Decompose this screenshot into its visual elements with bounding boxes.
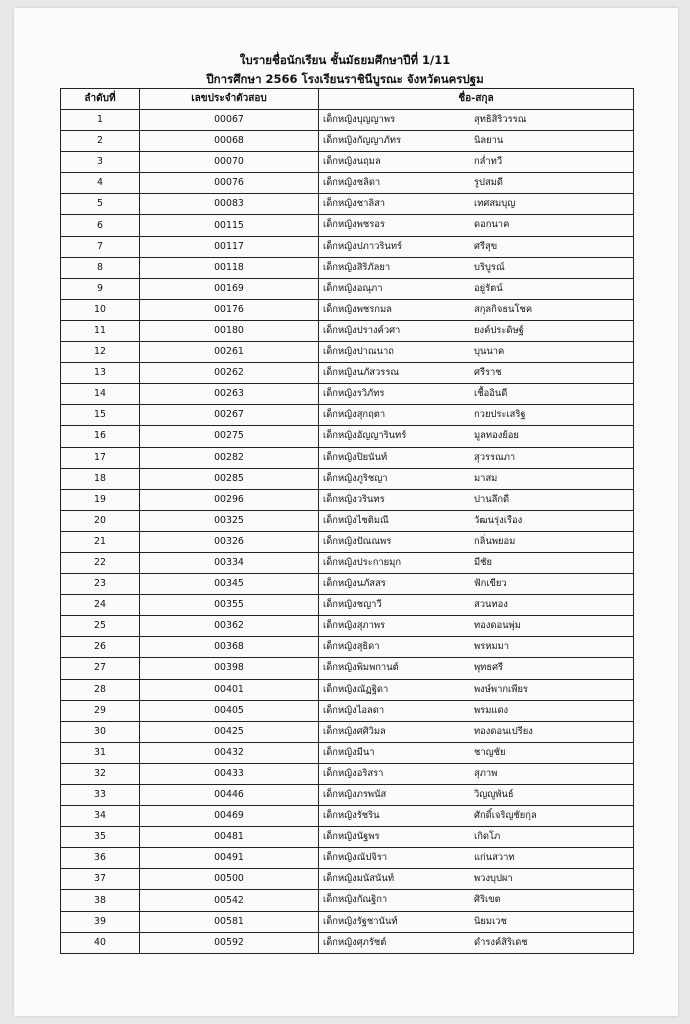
cell-order-number: 6 [61, 215, 140, 236]
last-name: ศิริเขต [474, 894, 501, 906]
cell-exam-id: 00285 [140, 468, 319, 489]
first-name: เด็กหญิงปัณณพร [323, 535, 392, 547]
last-name: ฟักเขียว [474, 578, 507, 590]
cell-exam-id: 00500 [140, 869, 319, 890]
first-name: เด็กหญิงณัฏฐิดา [323, 683, 389, 695]
cell-exam-id: 00070 [140, 152, 319, 173]
cell-full-name [319, 194, 634, 215]
cell-exam-id: 00261 [140, 342, 319, 363]
table-row [61, 405, 634, 426]
cell-exam-id: 00262 [140, 363, 319, 384]
cell-full-name [319, 278, 634, 299]
cell-order-number: 13 [61, 363, 140, 384]
cell-full-name [319, 152, 634, 173]
cell-order-number: 23 [61, 574, 140, 595]
first-name: เด็กหญิงปาณนาถ [323, 346, 394, 358]
cell-full-name [319, 806, 634, 827]
cell-full-name [319, 848, 634, 869]
table-row [61, 299, 634, 320]
cell-exam-id: 00542 [140, 890, 319, 911]
cell-full-name [319, 468, 634, 489]
last-name: เทศสมบุญ [474, 198, 516, 210]
cell-full-name [319, 869, 634, 890]
cell-order-number: 37 [61, 869, 140, 890]
last-name: ยงค์ประดิษฐ์ [474, 324, 524, 336]
first-name: เด็กหญิงพชรอร [323, 219, 385, 231]
cell-exam-id: 00180 [140, 320, 319, 341]
last-name: สุวรรณภา [474, 451, 516, 463]
first-name: เด็กหญิงบุญญาพร [323, 114, 396, 125]
cell-exam-id: 00469 [140, 806, 319, 827]
table-row [61, 447, 634, 468]
cell-order-number: 30 [61, 721, 140, 742]
cell-full-name [319, 658, 634, 679]
cell-full-name [319, 595, 634, 616]
last-name: มูลทองย้อย [474, 430, 519, 442]
first-name: เด็กหญิงวรินทร [323, 493, 385, 505]
cell-full-name [319, 405, 634, 426]
first-name: เด็กหญิงปรางค์วศา [323, 324, 401, 336]
first-name: เด็กหญิงกัณฐิกา [323, 894, 388, 906]
cell-order-number: 3 [61, 152, 140, 173]
last-name: สวนทอง [474, 599, 508, 611]
first-name: เด็กหญิงรัชริน [323, 810, 380, 822]
last-name: กล่ำทวี [474, 156, 503, 168]
cell-order-number: 17 [61, 447, 140, 468]
cell-order-number: 35 [61, 827, 140, 848]
cell-full-name [319, 679, 634, 700]
cell-full-name [319, 384, 634, 405]
last-name: สุทธิสิริวรรณ [474, 114, 527, 125]
last-name: ดอกนาค [474, 219, 510, 231]
last-name: มีชัย [474, 556, 493, 568]
last-name: อยู่รัตน์ [474, 282, 503, 294]
first-name: เด็กหญิงพชรกมล [323, 303, 392, 315]
last-name: ทองดอนเปรียง [474, 725, 533, 737]
last-name: แก่นสวาท [474, 852, 515, 864]
cell-full-name [319, 489, 634, 510]
table-row [61, 763, 634, 784]
cell-exam-id: 00491 [140, 848, 319, 869]
cell-order-number: 12 [61, 342, 140, 363]
first-name: เด็กหญิงกัญญาภัทร [323, 135, 402, 147]
cell-order-number: 20 [61, 510, 140, 531]
cell-order-number: 25 [61, 616, 140, 637]
table-row [61, 616, 634, 637]
table-row [61, 785, 634, 806]
cell-order-number: 7 [61, 236, 140, 257]
last-name: นิยมเวช [474, 915, 507, 927]
table-row [61, 215, 634, 236]
cell-full-name [319, 320, 634, 341]
cell-order-number: 36 [61, 848, 140, 869]
cell-order-number: 29 [61, 700, 140, 721]
first-name: เด็กหญิงนภัสสร [323, 578, 386, 590]
cell-exam-id: 00076 [140, 173, 319, 194]
table-row [61, 531, 634, 552]
last-name: ชาญชัย [474, 746, 506, 758]
cell-full-name [319, 574, 634, 595]
cell-full-name [319, 721, 634, 742]
first-name: เด็กหญิงสุธิดา [323, 641, 380, 653]
first-name: เด็กหญิงอัญญารินทร์ [323, 430, 407, 442]
first-name: เด็กหญิงนภัสวรรณ [323, 367, 400, 379]
cell-full-name [319, 299, 634, 320]
table-row [61, 489, 634, 510]
cell-order-number: 1 [61, 110, 140, 131]
cell-order-number: 4 [61, 173, 140, 194]
student-list-table [60, 88, 634, 954]
cell-exam-id: 00368 [140, 637, 319, 658]
first-name: เด็กหญิงณัปจิรา [323, 852, 388, 864]
cell-full-name [319, 236, 634, 257]
cell-order-number: 32 [61, 763, 140, 784]
cell-exam-id: 00067 [140, 110, 319, 131]
last-name: กวยประเสริฐ [474, 409, 526, 421]
cell-order-number: 14 [61, 384, 140, 405]
first-name: เด็กหญิงรวิภัทร [323, 388, 385, 400]
cell-exam-id: 00446 [140, 785, 319, 806]
cell-exam-id: 00176 [140, 299, 319, 320]
table-row [61, 236, 634, 257]
first-name: เด็กหญิงภูริชญา [323, 472, 388, 484]
cell-full-name [319, 827, 634, 848]
last-name: สุภาพ [474, 767, 498, 779]
first-name: เด็กหญิงชญาวี [323, 599, 382, 611]
header-order-number: ลำดับที่ [61, 89, 140, 110]
cell-order-number: 38 [61, 890, 140, 911]
cell-full-name [319, 173, 634, 194]
last-name: มาสม [474, 472, 498, 484]
table-row [61, 637, 634, 658]
cell-exam-id: 00592 [140, 932, 319, 953]
table-row [61, 806, 634, 827]
cell-exam-id: 00362 [140, 616, 319, 637]
first-name: เด็กหญิงรัฐชานันท์ [323, 915, 398, 927]
cell-order-number: 2 [61, 131, 140, 152]
first-name: เด็กหญิงไชติมณี [323, 514, 389, 526]
table-row [61, 700, 634, 721]
cell-order-number: 26 [61, 637, 140, 658]
table-row [61, 342, 634, 363]
cell-full-name [319, 890, 634, 911]
cell-exam-id: 00398 [140, 658, 319, 679]
cell-exam-id: 00263 [140, 384, 319, 405]
table-row [61, 658, 634, 679]
cell-order-number: 40 [61, 932, 140, 953]
cell-order-number: 16 [61, 426, 140, 447]
table-row [61, 827, 634, 848]
cell-exam-id: 00118 [140, 257, 319, 278]
cell-order-number: 19 [61, 489, 140, 510]
table-row [61, 152, 634, 173]
cell-exam-id: 00275 [140, 426, 319, 447]
cell-full-name [319, 616, 634, 637]
cell-full-name [319, 110, 634, 131]
table-row [61, 848, 634, 869]
table-row [61, 510, 634, 531]
header-full-name: ชื่อ-สกุล [319, 89, 634, 110]
cell-order-number: 22 [61, 552, 140, 573]
cell-exam-id: 00334 [140, 552, 319, 573]
last-name: พวงบุปผา [474, 873, 513, 885]
last-name: วิญญูพันธ์ [474, 789, 514, 800]
cell-full-name [319, 785, 634, 806]
first-name: เด็กหญิงอณุภา [323, 282, 383, 294]
cell-order-number: 15 [61, 405, 140, 426]
first-name: เด็กหญิงชลิดา [323, 177, 381, 189]
cell-full-name [319, 426, 634, 447]
table-row [61, 131, 634, 152]
first-name: เด็กหญิงภรพนัส [323, 789, 387, 800]
table-row [61, 911, 634, 932]
cell-order-number: 9 [61, 278, 140, 299]
first-name: เด็กหญิงประกายมุก [323, 556, 402, 568]
table-row [61, 278, 634, 299]
cell-exam-id: 00117 [140, 236, 319, 257]
cell-full-name [319, 552, 634, 573]
cell-exam-id: 00425 [140, 721, 319, 742]
last-name: กลิ่นพยอม [474, 535, 516, 547]
cell-exam-id: 00267 [140, 405, 319, 426]
cell-order-number: 33 [61, 785, 140, 806]
cell-order-number: 8 [61, 257, 140, 278]
last-name: รูปสมดี [474, 177, 503, 189]
cell-full-name [319, 447, 634, 468]
cell-exam-id: 00296 [140, 489, 319, 510]
first-name: เด็กหญิงสุภาพร [323, 620, 386, 632]
last-name: บุนนาค [474, 346, 505, 358]
table-row [61, 890, 634, 911]
cell-exam-id: 00115 [140, 215, 319, 236]
table-row [61, 110, 634, 131]
last-name: ทองดอนพุ่ม [474, 620, 521, 632]
table-row [61, 574, 634, 595]
cell-full-name [319, 342, 634, 363]
cell-order-number: 21 [61, 531, 140, 552]
table-row [61, 173, 634, 194]
cell-exam-id: 00068 [140, 131, 319, 152]
table-row [61, 595, 634, 616]
first-name: เด็กหญิงอริสรา [323, 767, 384, 779]
last-name: พุทธศรี [474, 662, 504, 674]
table-row [61, 869, 634, 890]
cell-exam-id: 00481 [140, 827, 319, 848]
cell-full-name [319, 742, 634, 763]
last-name: วัฒนรุ่งเรือง [474, 514, 523, 526]
cell-order-number: 10 [61, 299, 140, 320]
first-name: เด็กหญิงปภาวรินทร์ [323, 240, 403, 252]
cell-exam-id: 00401 [140, 679, 319, 700]
first-name: เด็กหญิงชาลิสา [323, 198, 386, 210]
table-row [61, 384, 634, 405]
last-name: ดำรงค์สิริเดช [474, 936, 528, 948]
last-name: พรมแดง [474, 704, 509, 716]
document-title: ใบรายชื่อนักเรียน ชั้นมัธยมศึกษาปีที่ 1/11 [239, 53, 451, 67]
cell-order-number: 5 [61, 194, 140, 215]
document-subtitle: ปีการศึกษา 2566 โรงเรียนราชินีบูรณะ จังหวัดนครปฐม [206, 72, 484, 86]
last-name: พรหมมา [474, 641, 510, 653]
cell-exam-id: 00282 [140, 447, 319, 468]
table-row [61, 742, 634, 763]
last-name: ปานลึกดี [474, 493, 510, 505]
cell-exam-id: 00581 [140, 911, 319, 932]
cell-order-number: 34 [61, 806, 140, 827]
first-name: เด็กหญิงสุกฤตา [323, 409, 386, 421]
cell-order-number: 27 [61, 658, 140, 679]
last-name: ศรีสุข [474, 240, 498, 252]
cell-order-number: 39 [61, 911, 140, 932]
header-exam-id: เลขประจำตัวสอบ [140, 89, 319, 110]
table-row [61, 257, 634, 278]
last-name: เกิดโภ [474, 831, 501, 843]
cell-full-name [319, 215, 634, 236]
last-name: นิลยาน [474, 135, 504, 147]
cell-full-name [319, 763, 634, 784]
cell-exam-id: 00326 [140, 531, 319, 552]
last-name: ศักดิ์เจริญชัยกุล [474, 810, 537, 822]
cell-full-name [319, 131, 634, 152]
first-name: เด็กหญิงมนัสนันท์ [323, 873, 395, 885]
cell-full-name [319, 510, 634, 531]
cell-full-name [319, 257, 634, 278]
table-row [61, 320, 634, 341]
table-row [61, 468, 634, 489]
cell-full-name [319, 932, 634, 953]
table-header-row [61, 89, 634, 110]
first-name: เด็กหญิงศุภรัชต์ [323, 936, 387, 948]
cell-full-name [319, 700, 634, 721]
cell-exam-id: 00432 [140, 742, 319, 763]
cell-full-name [319, 637, 634, 658]
table-row [61, 426, 634, 447]
cell-exam-id: 00325 [140, 510, 319, 531]
cell-exam-id: 00169 [140, 278, 319, 299]
cell-exam-id: 00405 [140, 700, 319, 721]
first-name: เด็กหญิงมีนา [323, 746, 375, 758]
cell-order-number: 31 [61, 742, 140, 763]
last-name: สกุลกิจธนโชค [474, 303, 533, 315]
cell-order-number: 11 [61, 320, 140, 341]
table-row [61, 363, 634, 384]
first-name: เด็กหญิงไอลดา [323, 704, 385, 716]
first-name: เด็กหญิงนฤมล [323, 156, 381, 168]
cell-full-name [319, 531, 634, 552]
cell-order-number: 28 [61, 679, 140, 700]
cell-full-name [319, 363, 634, 384]
table-row [61, 552, 634, 573]
cell-order-number: 18 [61, 468, 140, 489]
table-row [61, 194, 634, 215]
first-name: เด็กหญิงปิยนันท์ [323, 451, 388, 463]
cell-exam-id: 00355 [140, 595, 319, 616]
cell-full-name [319, 911, 634, 932]
last-name: ศรีราช [474, 367, 502, 379]
cell-order-number: 24 [61, 595, 140, 616]
first-name: เด็กหญิงนัฐพร [323, 831, 380, 843]
first-name: เด็กหญิงสิริภัลยา [323, 261, 391, 273]
cell-exam-id: 00083 [140, 194, 319, 215]
cell-exam-id: 00433 [140, 763, 319, 784]
table-row [61, 721, 634, 742]
first-name: เด็กหญิงพิมพกานต์ [323, 662, 399, 674]
table-row [61, 679, 634, 700]
first-name: เด็กหญิงศศิวิมล [323, 725, 386, 737]
cell-exam-id: 00345 [140, 574, 319, 595]
last-name: พงษ์พากเพียร [474, 683, 528, 695]
table-row [61, 932, 634, 953]
last-name: เชื้ออินดี [474, 388, 508, 400]
last-name: บริบูรณ์ [474, 261, 505, 273]
